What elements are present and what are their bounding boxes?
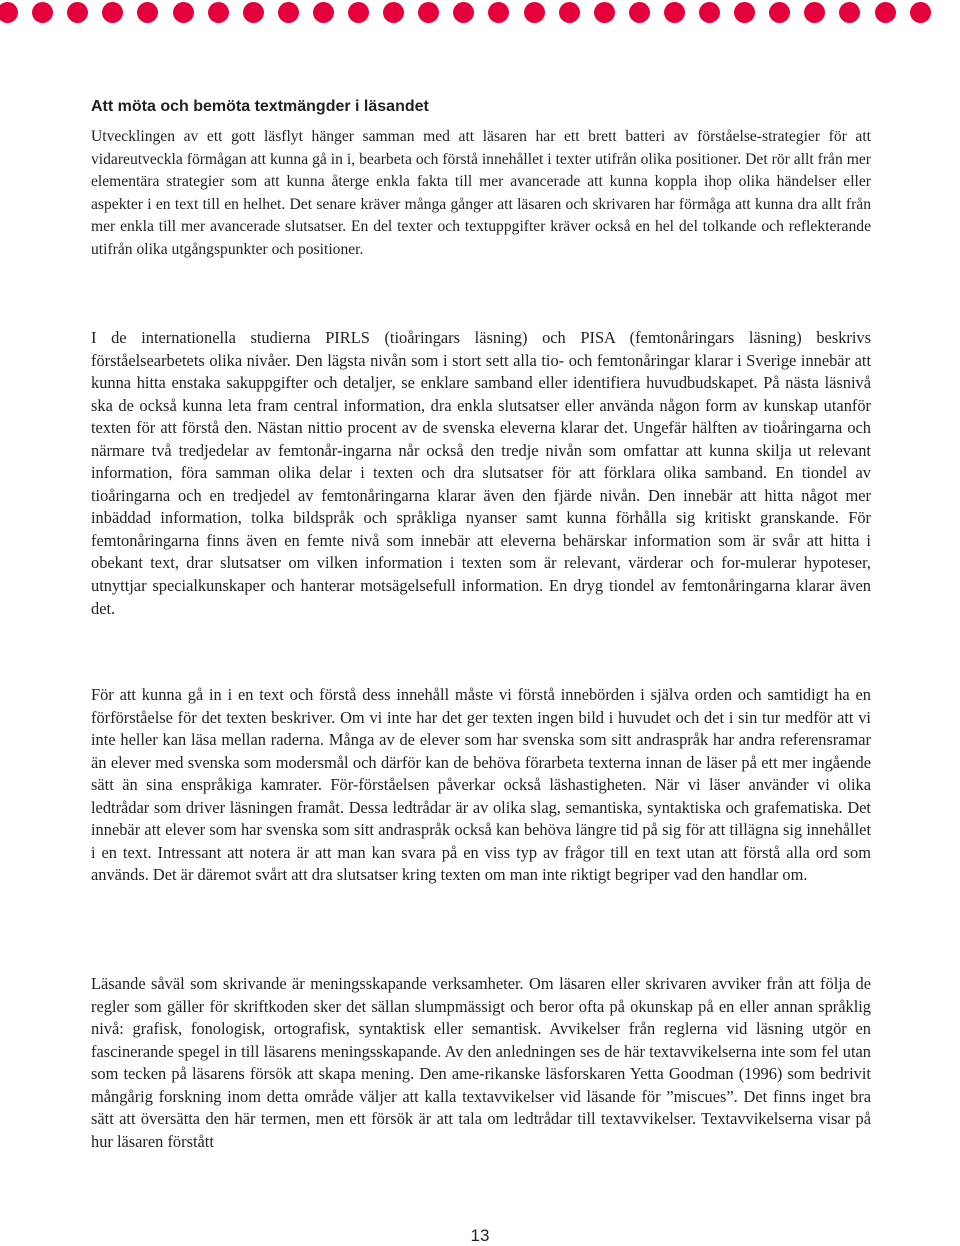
paragraph-3: För att kunna gå in i en text och förstå dess innehåll måste vi förstå innebörden i själva orden och samtidigt ha en förförståelse för det texten beskriver. Om vi inte har det ger texten ingen bild i huvudet och det i sin tur medför att vi inte heller kan läsa mellan raderna. Många av de elever som har svenska som sitt andraspråk har andra referensramar än elever med svenska som modersmål och därför kan de behöva förarbeta texterna innan de läser på ett mer ingående sätt än sina enspråkiga kamrater. För-förståelsen påverkar också läshastigheten. När vi läser använder vi olika ledtrådar som driver läsningen framåt. Dessa ledtrådar är av olika slag, semantiska, syntaktiska och grafematiska. Det innebär att elever som har svenska som sitt andraspråk också kan behöva längre tid på sig för att tillägna sig innehållet i en text. Intressant att notera är att man kan svara på en viss typ av frågor till en text utan att förstå alla ord som används. Det är däremot svårt att dra slutsatser kring texten om man inte riktigt begriper vad den handlar om. xyxy=(91,685,871,885)
decorative-dot xyxy=(664,2,685,23)
decorative-dot xyxy=(594,2,615,23)
paragraph-2: I de internationella studierna PIRLS (tioåringars läsning) och PISA (femtonåringars läsning) beskrivs förståelsearbetets olika nivåer. Den lägsta nivån som i stort sett alla tio- och femtonåringar klarar i Sverige innebär att kunna hitta enstaka sakuppgifter och detaljer, se enklare samband eller identifiera huvudbudskapet. På nästa läsnivå ska de också kunna leta fram central information, dra enkla slutsatser eller använda någon form av kunskap utanför texten för att förstå den. Nästan nittio procent av de svenska eleverna klarar det. Ungefär hälften av tioåringarna och närmare två tredjedelar av femtonår-ingarna når också den tredje nivån som omfattar att kunna skilja ut relevant information, föra samman olika delar i texten och dra slutsatser för att förklara olika samband. En tiondel av tioåringarna och en tredjedel av femtonåringarna klarar även den fjärde nivån. Den innebär att hitta något mer inbäddad information, tolka bildspråk och språkliga nyanser samt kunna förhålla sig kritiskt granskande. För femtonåringarna finns även en femte nivå som innebär att eleverna behärskar information som är svår att hitta i obekant text, drar slutsatser om vilken information i texten som är relevant, värderar och for-mulerar hypoteser, utnyttjar specialkunskaper och hanterar motsägelsefull information. En dryg tiondel av femtonåringarna klarar även det. xyxy=(91,328,871,618)
decorative-dot xyxy=(243,2,264,23)
decorative-dot xyxy=(348,2,369,23)
decorative-dot xyxy=(524,2,545,23)
decorative-dot xyxy=(839,2,860,23)
decorative-dot xyxy=(0,2,18,23)
page-number: 13 xyxy=(470,1226,490,1245)
decorative-dot xyxy=(137,2,158,23)
decorative-dot xyxy=(173,2,194,23)
decorative-dot xyxy=(488,2,509,23)
decorative-dot xyxy=(383,2,404,23)
decorative-dot xyxy=(629,2,650,23)
decorative-dot xyxy=(559,2,580,23)
section-heading: Att möta och bemöta textmängder i läsandet xyxy=(91,98,429,115)
decorative-dot xyxy=(208,2,229,23)
decorative-dot xyxy=(102,2,123,23)
decorative-dot xyxy=(418,2,439,23)
decorative-dot xyxy=(769,2,790,23)
paragraph-1: Utvecklingen av ett gott läsflyt hänger samman med att läsaren har ett brett batteri av förståelse-strategier för att vidareutveckla förmågan att kunna gå in i, bearbeta och förstå innehållet i texter utifrån olika positioner. Det rör allt från mer elementära strategier som att kunna återge enkla fakta till mer avancerade att kunna koppla ihop olika händelser eller aspekter i en text till en helhet. Det senare kräver många gånger att läsaren och skrivaren har förmåga att kunna dra allt från mer enkla till mer avancerade slutsatser. En del texter och textuppgifter kräver också en hel del tolkande och reflekterande utifrån olika utgångspunkter och positioner. xyxy=(91,128,871,258)
decorative-dot xyxy=(32,2,53,23)
decorative-dot xyxy=(453,2,474,23)
decorative-dot xyxy=(278,2,299,23)
decorative-dot xyxy=(910,2,931,23)
decorative-dot xyxy=(67,2,88,23)
decorative-dot xyxy=(804,2,825,23)
decorative-dot xyxy=(313,2,334,23)
decorative-dot xyxy=(699,2,720,23)
decorative-dot xyxy=(734,2,755,23)
decorative-dot xyxy=(875,2,896,23)
paragraph-4: Läsande såväl som skrivande är meningsskapande verksamheter. Om läsaren eller skrivaren avviker från att följa de regler som gäller för skriftkoden sker det sällan slumpmässigt och beror ofta på okunskap på en eller annan språklig nivå: grafisk, fonologisk, ortografisk, syntaktisk eller semantisk. Avvikelser från reglerna vid läsning utgör en fascinerande spegel in till läsarens meningsskapande. Av den anledningen ses de här textavvikelserna inte som fel utan som tecken på läsarens försök att skapa mening. Den ame-rikanske läsforskaren Yetta Goodman (1996) som bedrivit mångårig forskning inom detta område väljer att kalla textavvikelser vid läsande för ”miscues”. Det finns inget bra sätt att översätta den här termen, men ett försök är att tala om ledtrådar till textavvikelser. Textavvikelserna visar på hur läsaren förstått xyxy=(91,974,871,1151)
decorative-dot-border xyxy=(0,2,960,24)
